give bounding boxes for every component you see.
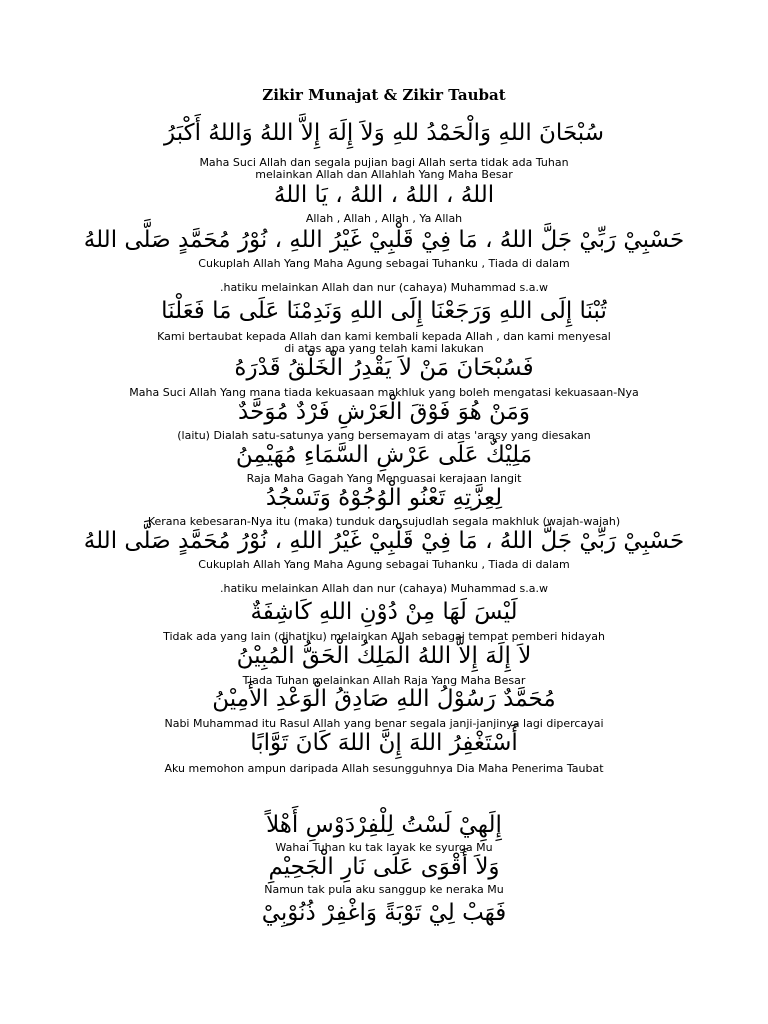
arabic-verse: لِعِزَّتِهِ تَعْنُو الْوُجُوْهُ وَتَسْجُدُ bbox=[265, 485, 503, 511]
arabic-verse: حَسْبِيْ رَبِّيْ جَلَّ اللهُ ، مَا فِيْ قَلْبِيْ غَيْرُ اللهِ ، نُوْرُ مُحَمَّدٍ صَلَّى اللهُ bbox=[83, 528, 685, 554]
translation-text: Allah , Allah , Allah , Ya Allah bbox=[305, 212, 463, 225]
arabic-verse: سُبْحَانَ اللهِ وَالْحَمْدُ للهِ وَلاَ إِلَهَ إِلاَّ اللهُ وَاللهُ أَكْبَرُ bbox=[164, 120, 604, 146]
translation-text: Raja Maha Gagah Yang Menguasai kerajaan langit bbox=[246, 472, 522, 485]
translation-text: (laitu) Dialah satu-satunya yang bersemayam di atas 'arasy yang diesakan bbox=[177, 429, 591, 442]
arabic-verse: أَسْتَغْفِرُ اللهَ إِنَّ اللهَ كَانَ تَوَّابًا bbox=[250, 730, 518, 756]
arabic-verse: وَلاَ أَقْوَى عَلَى نَارِ الْجَحِيْمِ bbox=[268, 854, 500, 880]
translation-text: Nabi Muhammad itu Rasul Allah yang benar segala janji-janjinya lagi dipercayai bbox=[164, 717, 604, 730]
translation-text: Cukuplah Allah Yang Maha Agung sebagai Tuhanku , Tiada di dalam .hatiku melainkan Allah dan nur (cahaya) Muhammad s.a.w bbox=[198, 257, 570, 294]
translation-text: Maha Suci Allah Yang mana tiada kekuasaan makhluk yang boleh mengatasi kekuasaan-Nya bbox=[129, 386, 639, 399]
arabic-verse: لَيْسَ لَهَا مِنْ دُوْنِ اللهِ كَاشِفَةٌ bbox=[250, 599, 518, 625]
translation-text: Kerana kebesaran-Nya itu (maka) tunduk dan sujudlah segala makhluk (wajah-wajah) bbox=[147, 515, 621, 528]
arabic-verse: تُبْنَا إِلَى اللهِ وَرَجَعْنَا إِلَى اللهِ وَنَدِمْنَا عَلَى مَا فَعَلْنَا bbox=[161, 298, 607, 324]
arabic-verse: اللهُ ، اللهُ ، اللهُ ، يَا اللهُ bbox=[273, 182, 495, 208]
arabic-verse: إِلَهِيْ لَسْتُ لِلْفِرْدَوْسِ أَهْلاً bbox=[266, 812, 502, 838]
arabic-verse: لاَ إِلَهَ إِلاَّ اللهُ الْمَلِكُ الْحَقُّ الْمُبِيْنُ bbox=[236, 643, 532, 669]
translation-text: Namun tak pula aku sanggup ke neraka Mu bbox=[264, 883, 504, 896]
translation-text: Aku memohon ampun daripada Allah sesungguhnya Dia Maha Penerima Taubat bbox=[164, 762, 604, 775]
translation-text: Tiada Tuhan melainkan Allah Raja Yang Maha Besar bbox=[242, 674, 526, 687]
arabic-verse: مُحَمَّدٌ رَسُوْلُ اللهِ صَادِقُ الْوَعْدِ الأَمِيْنُ bbox=[212, 686, 556, 712]
arabic-verse: فَسُبْحَانَ مَنْ لاَ يَقْدِرُ الْخَلْقُ قَدْرَهُ bbox=[234, 355, 534, 381]
translation-text: Kami bertaubat kepada Allah dan kami kembali kepada Allah , dan kami menyesal di atas apa yang telah kami lakukan bbox=[157, 330, 611, 355]
translation-text: Tidak ada yang lain (dihatiku) melainkan Allah sebagai tempat pemberi hidayah bbox=[163, 630, 605, 643]
arabic-verse: مَلِيْكٌ عَلَى عَرْشِ السَّمَاءِ مُهَيْمِنُ bbox=[235, 442, 533, 468]
translation-text: Wahai Tuhan ku tak layak ke syurga Mu bbox=[275, 841, 493, 854]
page-title: Zikir Munajat & Zikir Taubat bbox=[262, 86, 506, 104]
translation-text: Cukuplah Allah Yang Maha Agung sebagai Tuhanku , Tiada di dalam .hatiku melainkan Allah dan nur (cahaya) Muhammad s.a.w bbox=[198, 558, 570, 595]
translation-text: Maha Suci Allah dan segala pujian bagi Allah serta tidak ada Tuhan melainkan Allah dan Allahlah Yang Maha Besar bbox=[199, 156, 569, 181]
arabic-verse: فَهَبْ لِيْ تَوْبَةً وَاغْفِرْ ذُنُوْبِيْ bbox=[261, 900, 507, 926]
arabic-verse: حَسْبِيْ رَبِّيْ جَلَّ اللهُ ، مَا فِيْ قَلْبِيْ غَيْرُ اللهِ ، نُوْرُ مُحَمَّدٍ صَلَّى اللهُ bbox=[83, 227, 685, 253]
arabic-verse: وَمَنْ هُوَ فَوْقَ الْعَرْشِ فَرْدٌ مُوَحَّدٌ bbox=[238, 399, 530, 425]
